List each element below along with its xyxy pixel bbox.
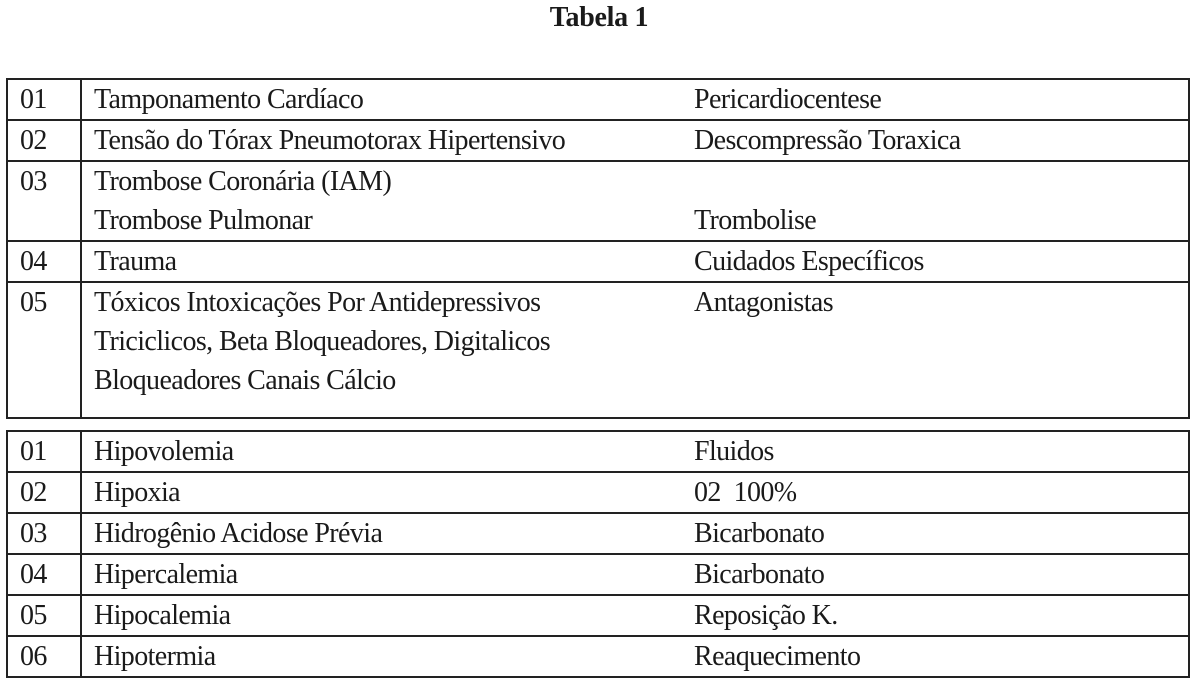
table-row (7, 79, 1189, 120)
row-number: 02 (7, 472, 81, 513)
condition-cell (81, 161, 682, 241)
condition-cell (81, 282, 682, 418)
table-row (7, 554, 1189, 595)
treatment-text: 02 100% (694, 477, 797, 508)
condition-text: Hipotermia (94, 641, 216, 672)
treatment-cell (682, 282, 1189, 418)
condition-cell (81, 595, 682, 636)
condition-text: Trauma (94, 246, 177, 277)
table-title: Tabela 1 (549, 2, 649, 33)
row-number: 01 (7, 79, 81, 120)
condition-cell (81, 241, 682, 282)
treatment-cell (682, 241, 1189, 282)
row-number: 01 (7, 431, 81, 472)
condition-text: Bloqueadores Canais Cálcio (94, 365, 396, 396)
treatment-text: Descompressão Toraxica (694, 125, 961, 156)
treatment-cell (682, 120, 1189, 161)
treatment-text: Fluidos (694, 436, 774, 467)
treatment-text: Antagonistas (694, 287, 834, 318)
treatment-cell (682, 513, 1189, 554)
treatment-text: Bicarbonato (694, 518, 825, 549)
row-number: 03 (7, 161, 81, 241)
treatment-text: Reaquecimento (694, 641, 861, 672)
row-number: 04 (7, 241, 81, 282)
row-number: 03 (7, 513, 81, 554)
row-number: 06 (7, 636, 81, 677)
condition-text: Hipercalemia (94, 559, 238, 590)
treatment-cell (682, 161, 1189, 241)
condition-cell (81, 472, 682, 513)
treatment-text (694, 162, 1188, 201)
treatment-text: Reposição K. (694, 600, 838, 631)
condition-text: Tensão do Tórax Pneumotorax Hipertensivo (94, 125, 566, 156)
table-row (7, 161, 1189, 241)
condition-text: Triciclicos, Beta Bloqueadores, Digitalicos (94, 326, 551, 357)
row-number: 05 (7, 282, 81, 418)
treatment-text: Pericardiocentese (694, 84, 882, 115)
table-row (7, 120, 1189, 161)
condition-cell (81, 120, 682, 161)
table-row (7, 513, 1189, 554)
condition-text: Hidrogênio Acidose Prévia (94, 518, 383, 549)
condition-cell (81, 636, 682, 677)
table-row (7, 241, 1189, 282)
treatment-cell (682, 554, 1189, 595)
row-number: 02 (7, 120, 81, 161)
treatment-text: Bicarbonato (694, 559, 825, 590)
row-number: 04 (7, 554, 81, 595)
treatment-cell (682, 79, 1189, 120)
condition-cell (81, 554, 682, 595)
condition-text: Trombose Coronária (IAM) (94, 166, 392, 197)
treatment-cell (682, 472, 1189, 513)
treatment-text: Cuidados Específicos (694, 246, 924, 277)
table-row (7, 636, 1189, 677)
condition-text: Hipovolemia (94, 436, 234, 467)
condition-text: Hipoxia (94, 477, 181, 508)
treatment-cell (682, 595, 1189, 636)
condition-cell (81, 513, 682, 554)
treatment-text: Trombolise (694, 205, 817, 236)
table-row (7, 472, 1189, 513)
table-row (7, 595, 1189, 636)
condition-cell (81, 431, 682, 472)
causes-table-t (6, 78, 1190, 419)
treatment-cell (682, 431, 1189, 472)
condition-text: Hipocalemia (94, 600, 231, 631)
condition-text: Tóxicos Intoxicações Por Antidepressivos (94, 287, 541, 318)
table-row (7, 282, 1189, 418)
row-number: 05 (7, 595, 81, 636)
causes-table-h (6, 430, 1190, 678)
treatment-cell (682, 636, 1189, 677)
condition-cell (81, 79, 682, 120)
condition-text: Tamponamento Cardíaco (94, 84, 364, 115)
condition-text: Trombose Pulmonar (94, 205, 313, 236)
table-row (7, 431, 1189, 472)
